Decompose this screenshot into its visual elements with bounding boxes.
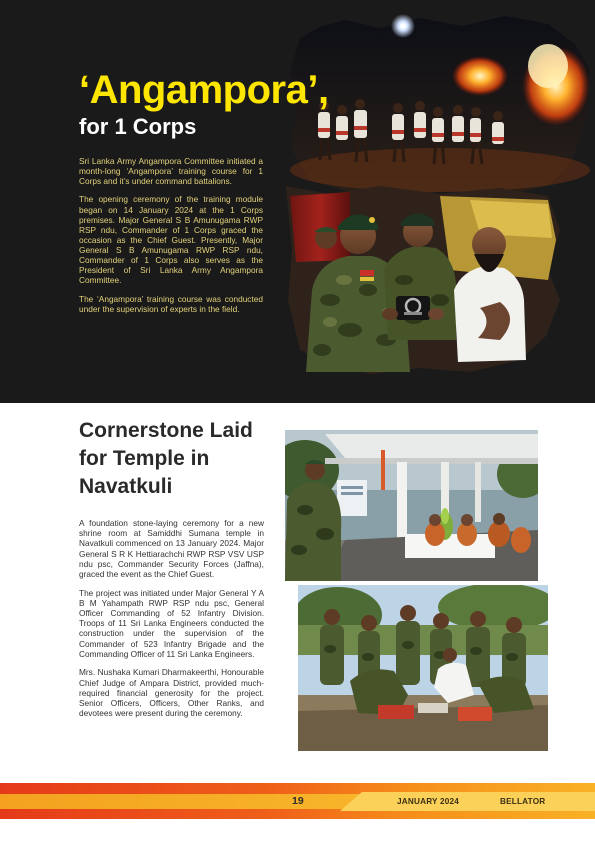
angampora-section: [0, 0, 595, 403]
paragraph: Mrs. Nushaka Kumari Dharmakeerthi, Honourable Chief Judge of Ampara District, provided much-required financial generosity for the project. Senior Officers, Officers, Other Ranks, and devotees were present during the ceremony.: [79, 667, 264, 719]
paragraph: Sri Lanka Army Angampora Committee initiated a month-long ‘Angampora’ training course for 1 Corps and it’s under command battalions.: [79, 156, 263, 187]
footer-tab: [340, 792, 595, 811]
ceremony-photo: [285, 430, 538, 581]
paragraph: A foundation stone-laying ceremony for a new shrine room at Samiddhi Sumana temple in Navatkuli commenced on 13 January 2024. Major General S R K Hettiarachchi RWP RSP VSV USP ndu psc, Commander Security Forces (Jaffna), graced the event as the Chief Guest.: [79, 518, 264, 580]
issue-date: JANUARY 2024: [397, 797, 460, 806]
article-subtitle: for 1 Corps: [79, 114, 197, 139]
magazine-name: BELLATOR: [500, 797, 546, 806]
article-body: [79, 156, 263, 322]
page-number: 19: [292, 795, 304, 807]
paragraph: The opening ceremony of the training module began on 14 January 2024 at the 1 Corps premises. Major General S B Amunugama RWP RSP ndu, Commander of 1 Corps graced the occasion as the Chief Guest. Presently, Major General S B Amunugama RWP RSP ndu, Commander of 1 Corps also serves as the President of Sri Lanka Army Angampora Committee.: [79, 194, 263, 286]
article-title: Cornerstone Laid for Temple in Navatkuli: [79, 419, 253, 498]
page-footer: [0, 783, 595, 819]
article-title: ‘Angampora’,: [79, 68, 329, 112]
paragraph: The ‘Angampora’ training course was conducted under the supervision of experts in the field.: [79, 293, 263, 314]
paragraph: The project was initiated under Major General Y A B M Yahampath RWP RSP ndu psc, General Officer Commanding of 52 Infantry Division. Troops of 11 Sri Lanka Engineers conducted the construction under the supervision of the Commander of 523 Infantry Brigade and the Commanding Officer of 11 Sri Lanka Engineers.: [79, 587, 264, 659]
article-body: [79, 518, 264, 727]
foundation-stone-photo: [298, 585, 548, 751]
